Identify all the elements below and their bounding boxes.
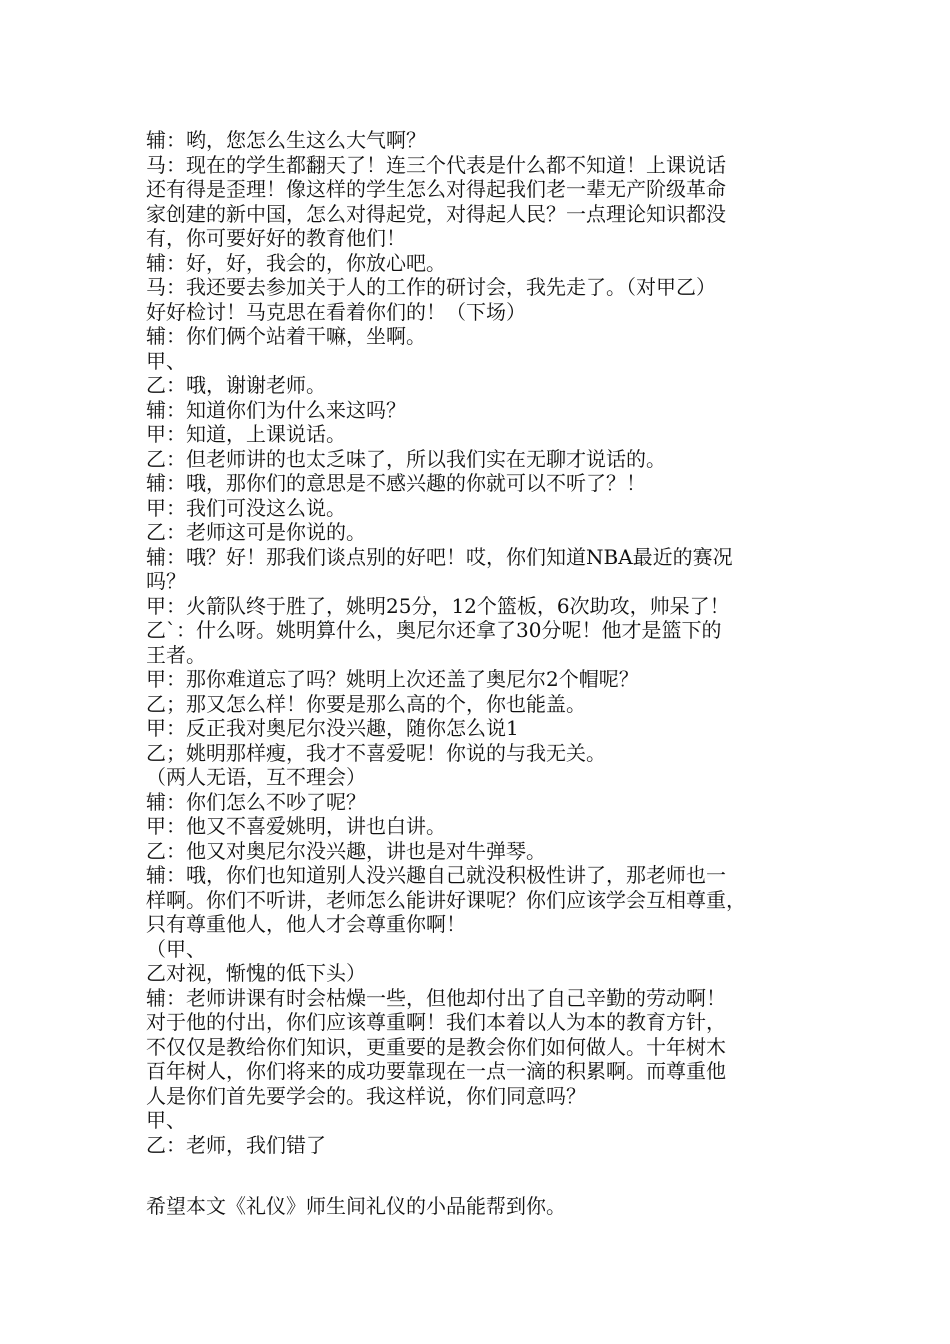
dialogue-line: 人是你们首先要学会的。我这样说，你们同意吗？ [146,1083,586,1108]
dialogue-line: 甲：那你难道忘了吗？姚明上次还盖了奥尼尔2个帽呢？ [146,667,639,691]
dialogue-line: 样啊。你们不听讲，老师怎么能讲好课呢？你们应该学会互相尊重， [146,887,746,912]
dialogue-line: 辅：好，好，我会的，你放心吧。 [146,250,446,275]
dialogue-line: 乙；姚明那样瘦，我才不喜爱呢！你说的与我无关。 [146,740,606,765]
dialogue-line: 乙；那又怎么样！你要是那么高的个，你也能盖。 [146,691,586,716]
dialogue-line: 乙：他又对奥尼尔没兴趣，讲也是对牛弹琴。 [146,838,546,863]
dialogue-line: 好好检讨！马克思在看着你们的！（下场） [146,299,526,324]
dialogue-line: 乙：老师这可是你说的。 [146,520,366,544]
dialogue-line: 马：我还要去参加关于人的工作的研讨会，我先走了。（对甲乙） [146,275,716,299]
dialogue-line: 甲：反正我对奥尼尔没兴趣，随你怎么说1 [146,716,519,740]
dialogue-line: 家创建的新中国，怎么对得起党，对得起人民？一点理论知识都没 [146,201,726,226]
dialogue-line: 辅：你们俩个站着干嘛，坐啊。 [146,324,426,348]
dialogue-line: 不仅仅是教给你们知识，更重要的是教会你们如何做人。十年树木 [146,1034,726,1059]
dialogue-line: 乙：哦，谢谢老师。 [146,373,326,397]
dialogue-line: 对于他的付出，你们应该尊重啊！我们本着以人为本的教育方针， [146,1010,726,1034]
dialogue-line: 辅：哟，您怎么生这么大气啊？ [146,128,426,152]
dialogue-line: 百年树人，你们将来的成功要靠现在一点一滴的积累啊。而尊重他 [146,1059,726,1083]
dialogue-line: 乙：但老师讲的也太乏味了，所以我们实在无聊才说话的。 [146,446,666,471]
dialogue-line: 甲、 [146,348,186,373]
dialogue-line: 乙：老师，我们错了 [146,1132,326,1157]
document-body [146,128,810,1218]
dialogue-line: 甲：火箭队终于胜了，姚明25分，12个篮板，6次助攻，帅呆了！ [146,593,730,618]
dialogue-line: 辅：哦，你们也知道别人没兴趣自己就没积极性讲了，那老师也一 [146,863,726,887]
paragraph-gap [146,1157,810,1182]
dialogue-line: 甲、 [146,1108,186,1132]
dialogue-line: 吗？ [146,569,186,593]
dialogue-line: 乙`：什么呀。姚明算什么，奥尼尔还拿了30分呢！他才是篮下的 [146,618,722,642]
dialogue-line: 甲：我们可没这么说。 [146,495,346,520]
dialogue-line: 王者。 [146,642,206,667]
dialogue-line: 辅：哦？好！那我们谈点别的好吧！哎，你们知道NBA最近的赛况 [146,544,733,569]
stage-direction: （两人无语，互不理会） [146,765,366,789]
stage-direction: （甲、 [146,936,206,961]
dialogue-line: 马：现在的学生都翻天了！连三个代表是什么都不知道！上课说话 [146,152,726,177]
dialogue-line: 甲：知道，上课说话。 [146,422,346,446]
dialogue-line: 只有尊重他人，他人才会尊重你啊！ [146,912,466,936]
closing-remark: 希望本文《礼仪》师生间礼仪的小品能帮到你。 [146,1193,566,1218]
dialogue-line: 辅：知道你们为什么来这吗？ [146,397,406,422]
dialogue-line: 辅：哦，那你们的意思是不感兴趣的你就可以不听了？！ [146,471,646,495]
stage-direction: 乙对视，惭愧的低下头） [146,961,366,985]
script-dialogue [146,128,810,1157]
dialogue-line: 辅：你们怎么不吵了呢？ [146,789,366,814]
dialogue-line: 甲：他又不喜爱姚明，讲也白讲。 [146,814,446,838]
dialogue-line: 有，你可要好好的教育他们！ [146,226,406,250]
dialogue-line: 辅：老师讲课有时会枯燥一些，但他却付出了自己辛勤的劳动啊！ [146,985,726,1010]
dialogue-line: 还有得是歪理！像这样的学生怎么对得起我们老一辈无产阶级革命 [146,177,726,201]
